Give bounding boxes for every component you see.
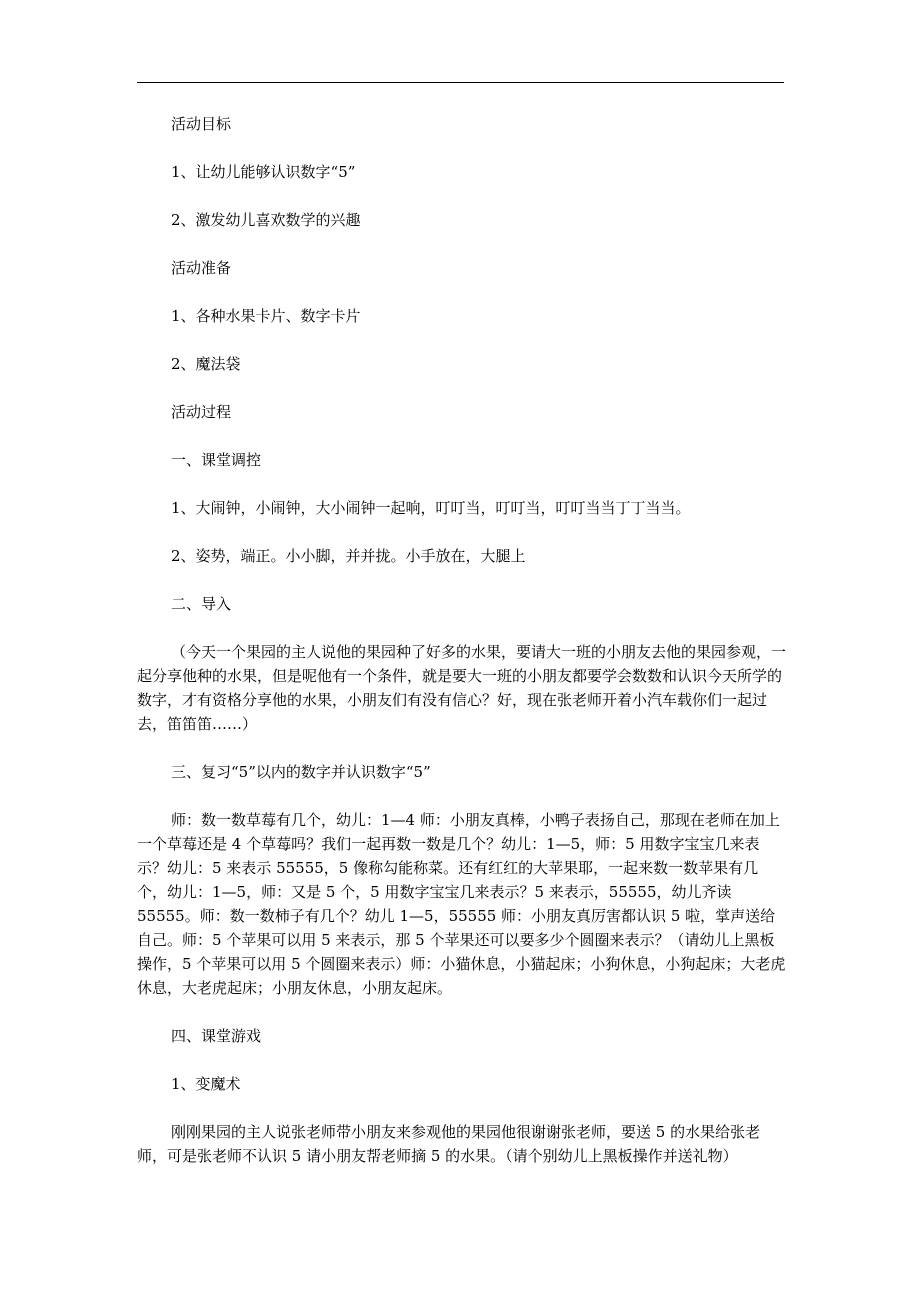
section-1-heading: 一、课堂调控	[171, 451, 262, 469]
section-4-heading: 四、课堂游戏	[171, 1027, 262, 1045]
section-4-item-1: 1、变魔术	[171, 1075, 241, 1093]
section-3-paragraph: 师：数一数草莓有几个，幼儿：1—4 师：小朋友真棒，小鸭子表扬自己，那现在老师在加上一个草莓还是 4 个草莓吗？我们一起再数一数是几个？幼儿：1—5，师：5 用数字宝宝几来表示？幼儿：5 来表示 55555，5 像称勾能称菜。还有红红的大苹果耶，一起来数一数苹果有几个，幼儿：1—5，师：又是 5 个，5 用数字宝宝几来表示？5 来表示，55555，幼儿齐读 55555。师：数一数柿子有几个？幼儿 1—5，55555 师：小朋友真厉害都认识 5 啦，掌声送给自己。师：5 个苹果可以用 5 来表示，那 5 个苹果还可以要多少个圆圈来表示？（请幼儿上黑板操作，5 个苹果可以用 5 个圆圈来表示）师：小猫休息，小猫起床；小狗休息，小狗起床；大老虎休息，大老虎起床；小朋友休息，小朋友起床。	[137, 811, 786, 997]
heading-activity-goals: 活动目标	[171, 115, 232, 133]
header-rule	[137, 82, 784, 83]
goal-item-2: 2、激发幼儿喜欢数学的兴趣	[171, 211, 361, 229]
section-2-paragraph: （今天一个果园的主人说他的果园种了好多的水果，要请大一班的小朋友去他的果园参观，一起分享他种的水果，但是呢他有一个条件，就是要大一班的小朋友都要学会数数和认识今天所学的数字，才有资格分享他的水果，小朋友们有没有信心？好，现在张老师开着小汽车载你们一起过去，笛笛笛……）	[137, 643, 787, 733]
section-1-item-2: 2、姿势，端正。小小脚，并并拢。小手放在，大腿上	[171, 547, 526, 565]
preparation-item-1: 1、各种水果卡片、数字卡片	[171, 307, 361, 325]
section-4-paragraph: 刚刚果园的主人说张老师带小朋友来参观他的果园他很谢谢张老师，要送 5 的水果给张老师，可是张老师不认识 5 请小朋友帮老师摘 5 的水果。（请个别幼儿上黑板操作并送礼物）	[137, 1123, 761, 1165]
section-3-heading: 三、复习“5”以内的数字并认识数字“5”	[171, 763, 431, 781]
heading-activity-process: 活动过程	[171, 403, 232, 421]
preparation-item-2: 2、魔法袋	[171, 355, 241, 373]
section-1-item-1: 1、大闹钟，小闹钟，大小闹钟一起响，叮叮当，叮叮当，叮叮当当丁丁当当。	[171, 499, 691, 517]
goal-item-1: 1、让幼儿能够认识数字“5”	[171, 163, 356, 181]
heading-activity-preparation: 活动准备	[171, 259, 232, 277]
section-2-heading: 二、导入	[171, 595, 232, 613]
document-body	[137, 112, 787, 1168]
